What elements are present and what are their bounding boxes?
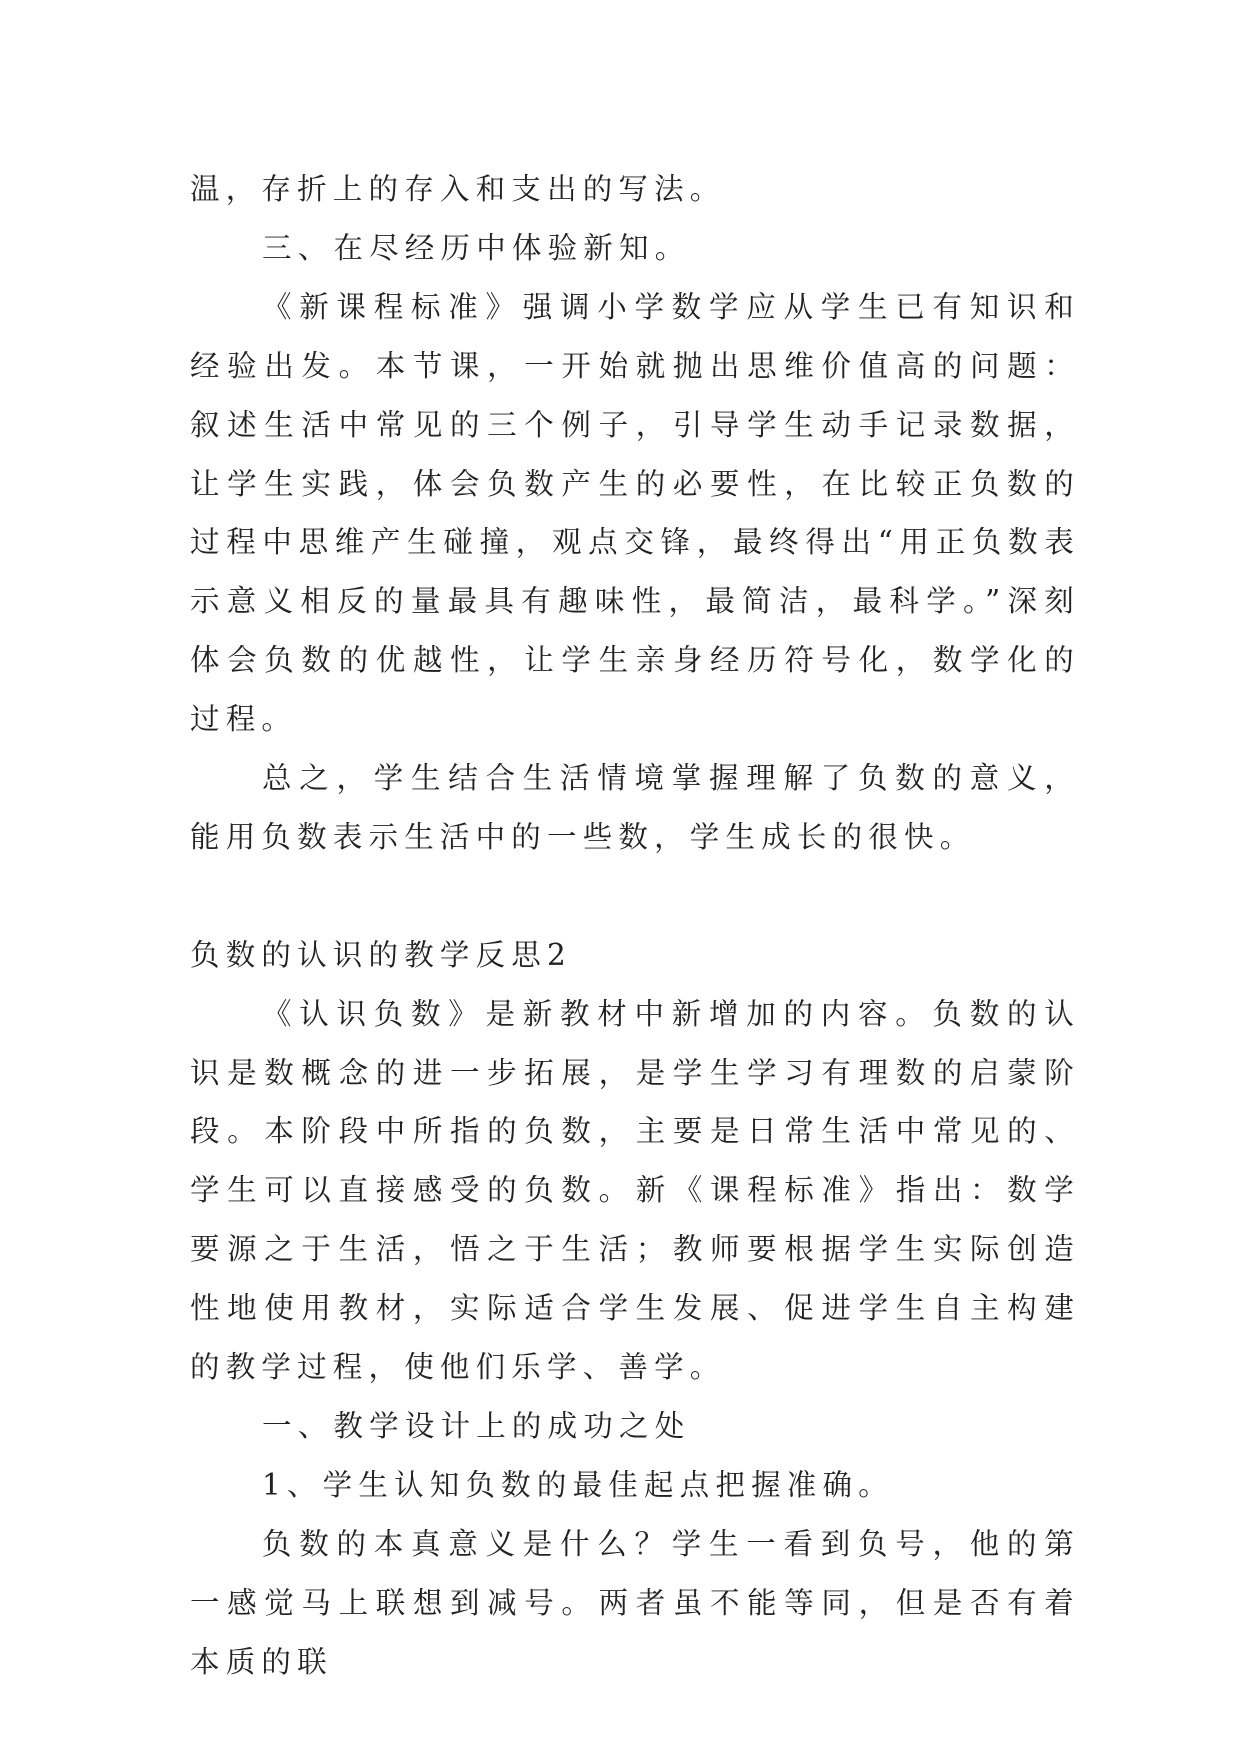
document-body (190, 160, 1080, 1692)
paragraph-continuation: 温，存折上的存入和支出的写法。 (190, 172, 726, 206)
section-heading-one: 一、教学设计上的成功之处 (262, 1409, 691, 1444)
paragraph-summary: 总之，学生结合生活情境掌握理解了负数的意义，能用负数表示生活中的一些数，学生成长的很快。 (190, 761, 1080, 854)
blank-line (190, 867, 1080, 926)
subsection-heading-one: 1、学生认知负数的最佳起点把握准确。 (262, 1467, 894, 1502)
paragraph-introduction: 《认识负数》是新教材中新增加的内容。负数的认识是数概念的进一步拓展，是学生学习有理数的启蒙阶段。本阶段中所指的负数，主要是日常生活中常见的、学生可以直接感受的负数。新《课程标准》指出：数学要源之于生活，悟之于生活；教师要根据学生实际创造性地使用教材，实际适合学生发展、促进学生自主构建的教学过程，使他们乐学、善学。 (190, 996, 1080, 1385)
section-heading-three: 三、在尽经历中体验新知。 (262, 230, 691, 265)
paragraph-curriculum-standard: 《新课程标准》强调小学数学应从学生已有知识和经验出发。本节课，一开始就抛出思维价值高的问题：叙述生活中常见的三个例子，引导学生动手记录数据，让学生实践，体会负数产生的必要性，在比较正负数的过程中思维产生碰撞，观点交锋，最终得出“用正负数表示意义相反的量最具有趣味性，最简洁，最科学。”深刻体会负数的优越性，让学生亲身经历符号化，数学化的过程。 (190, 289, 1080, 737)
article-title: 负数的认识的教学反思2 (190, 937, 572, 972)
paragraph-negative-meaning: 负数的本真意义是什么？学生一看到负号，他的第一感觉马上联想到减号。两者虽不能等同，但是否有着本质的联 (190, 1526, 1080, 1679)
